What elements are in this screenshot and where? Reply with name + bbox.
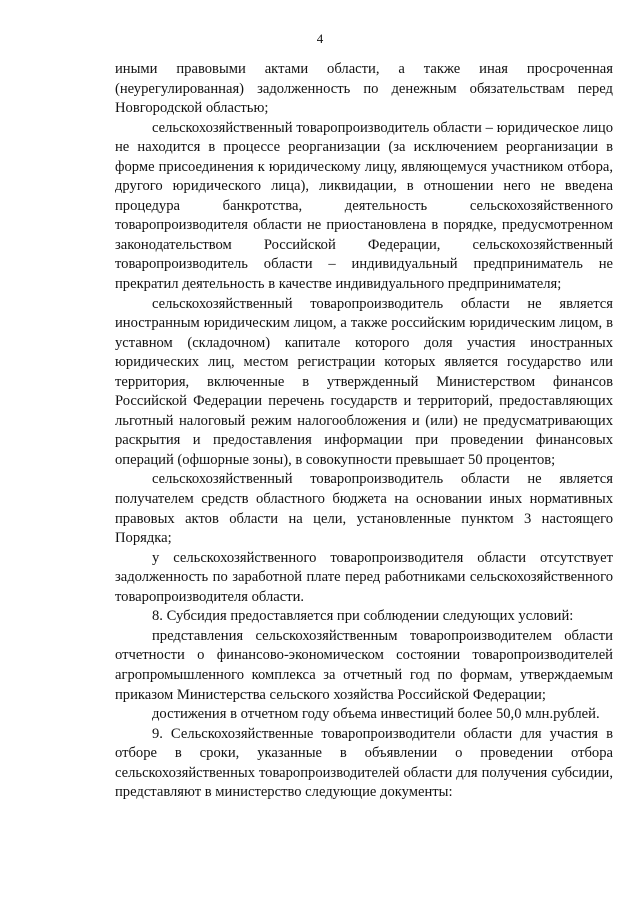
- paragraph-no-wage-debt: у сельскохозяйственного товаропроизводителя области отсутствует задолженность по заработной плате перед работниками сельскохозяйственного товаропроизводителя области.: [115, 549, 613, 605]
- page-number: 4: [316, 31, 324, 46]
- paragraph-not-in-reorganization: сельскохозяйственный товаропроизводитель области – юридическое лицо не находится в процессе реорганизации (за исключением реорганизации в форме присоединения к юридическому лицу, являющемуся участником отбора, другого юридического лица), ликвидации, в отношении него не введена процедура банкротства, деятельность сельскохозяйственного товаропроизводителя области не приостановлена в порядке, предусмотренном законодательством Российской Федерации, сельскохозяйственный товаропроизводитель области – индивидуальный предприниматель не прекратил деятельность в качестве индивидуального предпринимателя;: [115, 119, 613, 293]
- paragraph-investment-condition: достижения в отчетном году объема инвестиций более 50,0 млн.рублей.: [152, 706, 600, 723]
- document-body: [115, 60, 613, 803]
- paragraph-item-9: 9. Сельскохозяйственные товаропроизводители области для участия в отборе в сроки, указанные в объявлении о проведении отбора сельскохозяйственных товаропроизводителей области для получения субсидии, представляют в министерство следующие документы:: [115, 725, 613, 801]
- paragraph-not-other-budget-recipient: сельскохозяйственный товаропроизводитель области не является получателем средств областного бюджета на основании иных нормативных правовых актов области на цели, установленные пунктом 3 настоящего Порядка;: [115, 471, 613, 547]
- paragraph-not-foreign-entity: сельскохозяйственный товаропроизводитель области не является иностранным юридическим лицом, а также российским юридическим лицом, в уставном (складочном) капитале которого доля участия иностранных юридических лиц, местом регистрации которых является государство или территория, включенные в утвержденный Министерством финансов Российской Федерации перечень государств и территорий, предоставляющих льготный налоговый режим налогообложения и (или) не предусматривающих раскрытия и предоставления информации при проведении финансовых операций (офшорные зоны), в совокупности превышает 50 процентов;: [115, 295, 613, 468]
- paragraph-reporting-condition: представления сельскохозяйственным товаропроизводителем области отчетности о финансово-экономическом состоянии товаропроизводителей агропромышленного комплекса за отчетный год по формам, утверждаемым приказом Министерства сельского хозяйства Российской Федерации;: [115, 627, 613, 703]
- paragraph-item-8: 8. Субсидия предоставляется при соблюдении следующих условий:: [152, 608, 574, 625]
- paragraph-continuation: иными правовыми актами области, а также иная просроченная (неурегулированная) задолженность по денежным обязательствам перед Новгородской областью;: [115, 61, 613, 117]
